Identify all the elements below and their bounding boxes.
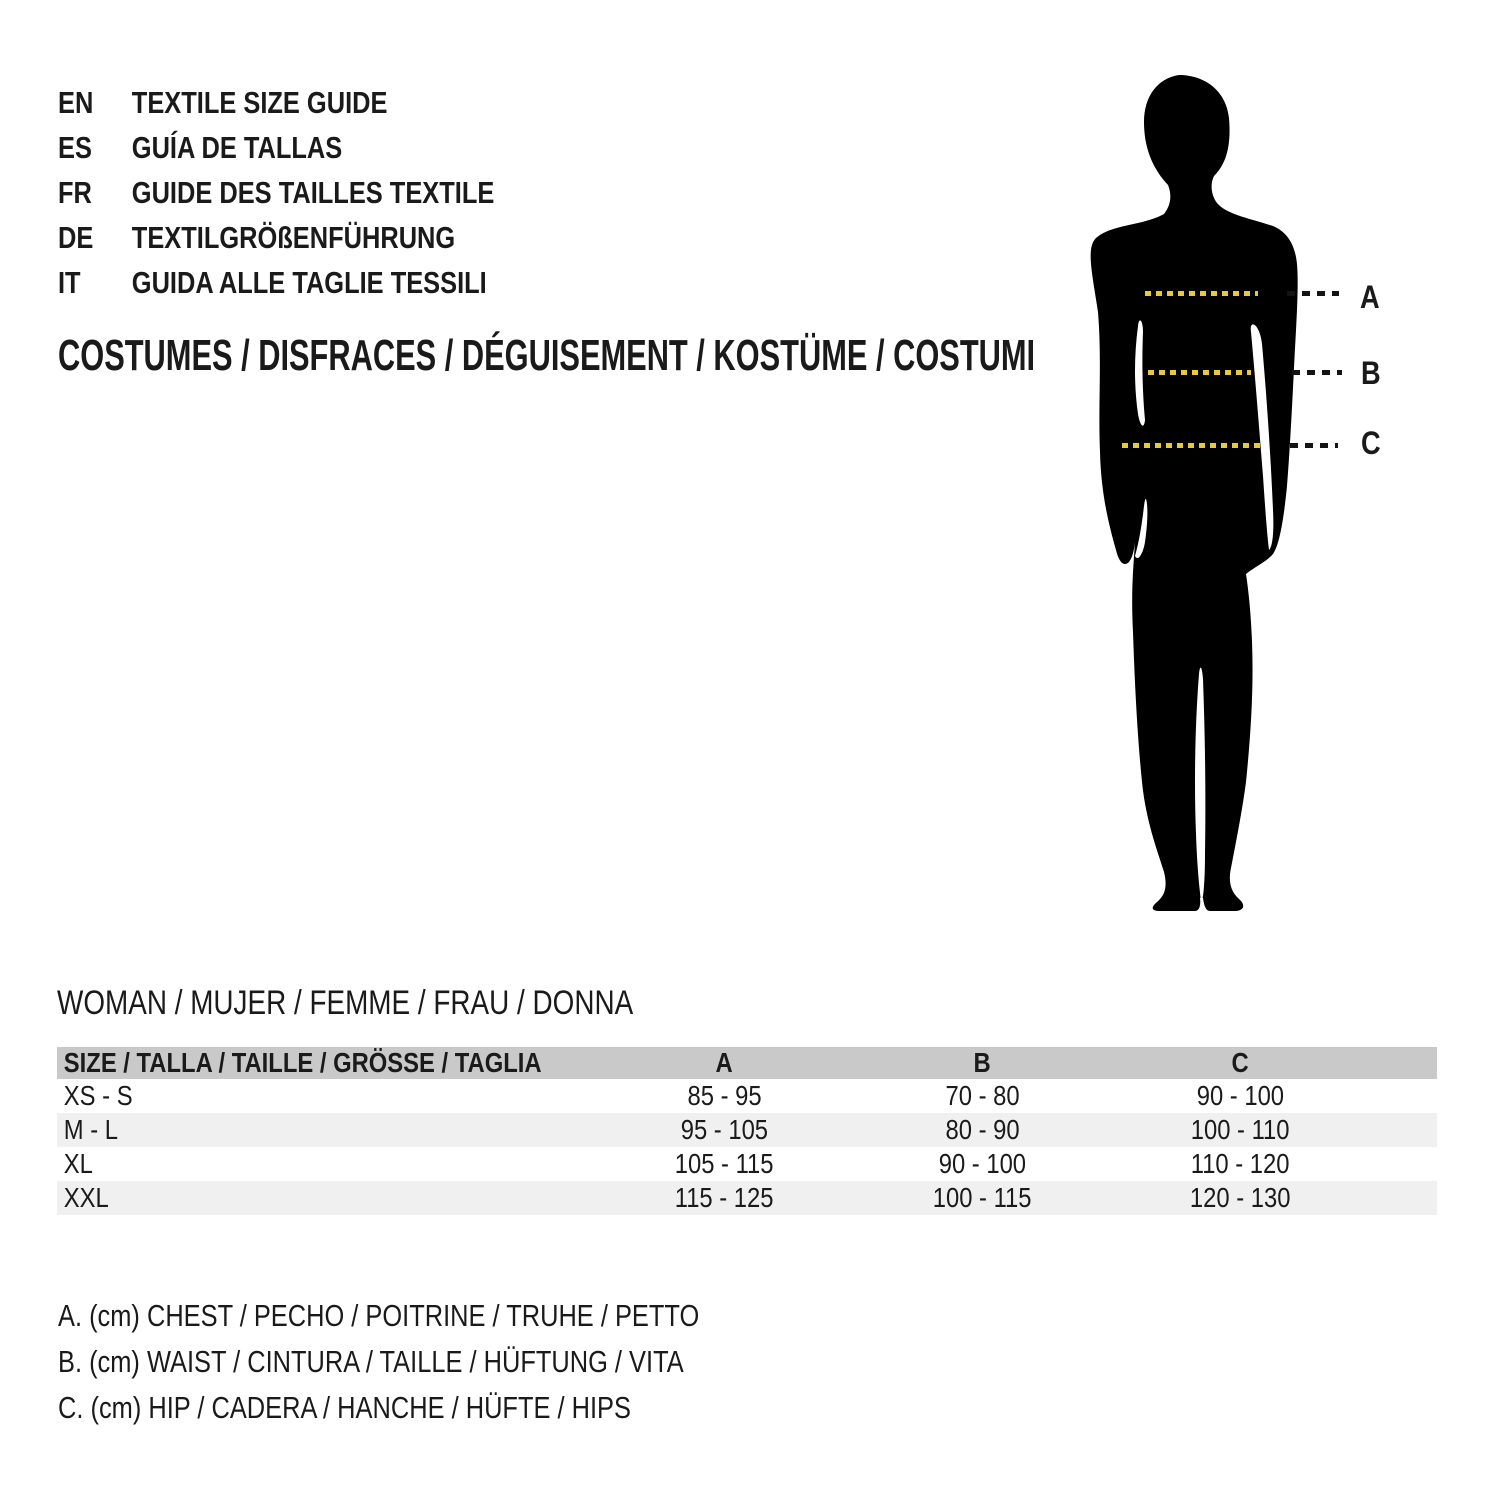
marker-b-label: B [1361, 355, 1381, 391]
marker-a-label: A [1360, 279, 1380, 315]
waist-range-cell: 80 - 90 [945, 1114, 1020, 1145]
waist-range-cell: 90 - 100 [938, 1148, 1026, 1179]
language-row-en [58, 80, 632, 125]
table-row [57, 1079, 1437, 1113]
language-row-es [58, 125, 632, 170]
hip-range-cell: 120 - 130 [1190, 1182, 1291, 1213]
table-row [57, 1147, 1437, 1181]
legend-waist: B. (cm) WAIST / CINTURA / TAILLE / HÜFTUNG / VITA [58, 1344, 684, 1379]
table-row [57, 1181, 1437, 1215]
waist-pointer-line [1292, 370, 1342, 375]
language-code: IT [58, 264, 81, 300]
language-row-it [58, 260, 632, 305]
hip-measure-line [1122, 443, 1262, 448]
chest-measure-line [1145, 291, 1258, 296]
language-code: ES [58, 129, 92, 165]
language-title: GUIDE DES TAILLES TEXTILE [131, 174, 495, 210]
chest-range-cell: 105 - 115 [674, 1148, 774, 1179]
waist-range-cell: 70 - 80 [945, 1080, 1020, 1111]
hip-range-cell: 90 - 100 [1196, 1080, 1284, 1111]
chest-range-cell: 115 - 125 [674, 1182, 774, 1213]
section-title-woman: WOMAN / MUJER / FEMME / FRAU / DONNA [57, 984, 634, 1022]
size-cell: XXL [63, 1182, 109, 1213]
language-row-de [58, 215, 632, 260]
size-table-header-size: SIZE / TALLA / TAILLE / GRÖSSE / TAGLIA [63, 1047, 542, 1078]
size-table-header-c: C [1231, 1047, 1249, 1078]
language-code: EN [58, 84, 94, 120]
size-cell: M - L [63, 1114, 119, 1145]
chest-pointer-line [1287, 291, 1339, 296]
size-cell: XS - S [63, 1080, 133, 1111]
hip-range-cell: 110 - 120 [1190, 1148, 1290, 1179]
legend-chest: A. (cm) CHEST / PECHO / POITRINE / TRUHE / PETTO [58, 1298, 700, 1333]
language-row-fr [58, 170, 632, 215]
language-title: TEXTILGRÖßENFÜHRUNG [131, 219, 456, 255]
waist-range-cell: 100 - 115 [932, 1182, 1032, 1213]
language-code: FR [58, 174, 92, 210]
size-table-header-row [57, 1047, 1437, 1079]
hip-range-cell: 100 - 110 [1190, 1114, 1290, 1145]
language-code: DE [58, 219, 94, 255]
legend-hip: C. (cm) HIP / CADERA / HANCHE / HÜFTE / HIPS [58, 1390, 631, 1425]
language-list [58, 80, 758, 305]
chest-range-cell: 95 - 105 [680, 1114, 768, 1145]
size-cell: XL [63, 1148, 93, 1179]
size-table-header-a: A [715, 1047, 733, 1078]
size-table [57, 1047, 1437, 1215]
language-title: TEXTILE SIZE GUIDE [131, 84, 388, 120]
hip-pointer-line [1290, 443, 1338, 448]
chest-range-cell: 85 - 95 [687, 1080, 762, 1111]
measurement-legend [58, 1293, 958, 1431]
marker-c-label: C [1361, 425, 1381, 461]
size-table-header-b: B [973, 1047, 991, 1078]
language-title: GUÍA DE TALLAS [131, 129, 343, 165]
language-title: GUIDA ALLE TAGLIE TESSILI [131, 264, 487, 300]
table-row [57, 1113, 1437, 1147]
category-line: COSTUMES / DISFRACES / DÉGUISEMENT / KOSTÜME / COSTUMI [58, 331, 1036, 380]
woman-silhouette-figure [1078, 72, 1314, 912]
waist-measure-line [1148, 370, 1251, 375]
